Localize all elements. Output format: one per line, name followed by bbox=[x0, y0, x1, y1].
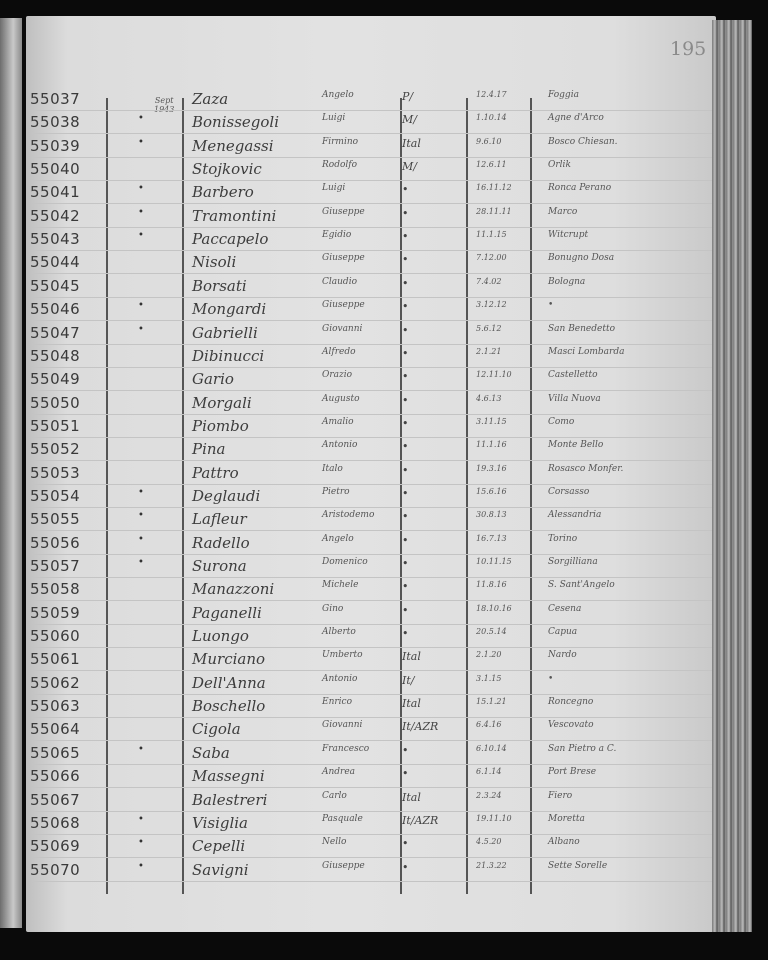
birth-date: 9.6.10 bbox=[476, 136, 502, 146]
ditto-mark: • bbox=[138, 860, 144, 872]
birth-date: 4.5.20 bbox=[476, 837, 502, 847]
given-name: Pietro bbox=[322, 486, 350, 497]
nationality: • bbox=[402, 580, 409, 594]
birth-date: 11.8.16 bbox=[476, 580, 507, 590]
birth-place: Sorgilliana bbox=[548, 557, 598, 567]
surname: Lafleur bbox=[192, 510, 247, 529]
register-row bbox=[26, 510, 716, 534]
surname: Pattro bbox=[192, 463, 239, 482]
given-name: Giuseppe bbox=[322, 253, 365, 264]
birth-date: 6.10.14 bbox=[476, 743, 507, 753]
given-name: Giuseppe bbox=[322, 860, 365, 871]
given-name: Egidio bbox=[322, 230, 352, 241]
birth-date: 30.8.13 bbox=[476, 510, 507, 520]
surname: Balestreri bbox=[192, 790, 268, 809]
nationality: • bbox=[402, 743, 409, 757]
birth-place: Como bbox=[548, 416, 575, 427]
given-name: Andrea bbox=[322, 767, 356, 778]
surname: Bonissegoli bbox=[192, 113, 280, 132]
page-number: 195 bbox=[670, 38, 707, 60]
register-row bbox=[26, 557, 716, 581]
surname: Dell'Anna bbox=[192, 673, 266, 692]
ditto-mark: • bbox=[138, 486, 144, 498]
birth-date: 11.1.15 bbox=[476, 230, 507, 240]
register-number: 55052 bbox=[30, 440, 81, 459]
surname: Zaza bbox=[192, 90, 229, 108]
birth-date: 12.6.11 bbox=[476, 160, 507, 170]
nationality: • bbox=[402, 767, 409, 781]
birth-date: 4.6.13 bbox=[476, 393, 502, 403]
register-number: 55042 bbox=[30, 206, 81, 225]
register-number: 55045 bbox=[30, 276, 81, 295]
ditto-mark: • bbox=[138, 136, 144, 148]
register-number: 55059 bbox=[30, 603, 81, 622]
left-page-edge bbox=[0, 18, 22, 928]
register-number: 55038 bbox=[30, 113, 81, 132]
birth-date: 2.1.21 bbox=[476, 346, 502, 356]
nationality: • bbox=[402, 533, 409, 547]
register-row bbox=[26, 137, 716, 161]
nationality: M/ bbox=[402, 160, 417, 174]
ditto-mark: • bbox=[138, 206, 144, 218]
birth-place: Bonugno Dosa bbox=[548, 253, 615, 264]
given-name: Pasquale bbox=[322, 813, 363, 824]
surname: Pina bbox=[192, 440, 226, 459]
register-number: 55040 bbox=[30, 160, 81, 179]
birth-place: Corsasso bbox=[548, 486, 590, 497]
register-row bbox=[26, 861, 716, 885]
birth-place: Marco bbox=[548, 206, 578, 217]
register-number: 55067 bbox=[30, 790, 81, 809]
birth-place: Capua bbox=[548, 627, 578, 638]
given-name: Alberto bbox=[322, 627, 356, 638]
birth-place: Ronca Perano bbox=[548, 183, 612, 194]
birth-place: Sette Sorelle bbox=[548, 860, 608, 871]
birth-place: Foggia bbox=[548, 90, 579, 100]
ditto-mark: • bbox=[138, 533, 144, 545]
register-row bbox=[26, 814, 716, 838]
surname: Saba bbox=[192, 743, 230, 762]
birth-date: 19.11.10 bbox=[476, 813, 512, 823]
nationality: • bbox=[402, 837, 409, 851]
birth-date: 1.10.14 bbox=[476, 113, 507, 123]
ditto-mark: • bbox=[138, 813, 144, 825]
register-row bbox=[26, 487, 716, 511]
given-name: Firmino bbox=[322, 136, 359, 147]
register-row bbox=[26, 837, 716, 861]
register-number: 55049 bbox=[30, 370, 81, 389]
given-name: Domenico bbox=[322, 557, 368, 567]
register-number: 55051 bbox=[30, 416, 81, 435]
birth-place: Vescovato bbox=[548, 720, 594, 731]
register-number: 55053 bbox=[30, 463, 81, 482]
nationality: • bbox=[402, 463, 409, 477]
ditto-mark: • bbox=[138, 323, 144, 335]
birth-place: Port Brese bbox=[548, 767, 597, 778]
nationality: • bbox=[402, 416, 409, 430]
nationality: • bbox=[402, 206, 409, 220]
birth-place: Castelletto bbox=[548, 370, 598, 381]
birth-place: Alessandria bbox=[548, 510, 602, 521]
given-name: Aristodemo bbox=[322, 510, 375, 521]
birth-date: 20.5.14 bbox=[476, 627, 507, 637]
nationality: • bbox=[402, 860, 409, 874]
register-number: 55064 bbox=[30, 720, 81, 739]
register-number: 55041 bbox=[30, 183, 81, 202]
birth-place: Villa Nuova bbox=[548, 393, 601, 404]
nationality: • bbox=[402, 183, 409, 197]
register-number: 55065 bbox=[30, 743, 81, 762]
birth-place: Monte Bello bbox=[548, 440, 604, 451]
surname: Stojkovic bbox=[192, 160, 262, 179]
birth-date: 3.1.15 bbox=[476, 673, 502, 683]
register-row bbox=[26, 604, 716, 628]
register-number: 55061 bbox=[30, 650, 81, 669]
register-row bbox=[26, 791, 716, 815]
ditto-mark: • bbox=[138, 300, 144, 312]
nationality: • bbox=[402, 323, 409, 337]
surname: Radello bbox=[192, 533, 250, 552]
register-row bbox=[26, 90, 716, 114]
register-row bbox=[26, 277, 716, 301]
surname: Gario bbox=[192, 370, 234, 389]
given-name: Claudio bbox=[322, 276, 357, 287]
register-row bbox=[26, 440, 716, 464]
nationality: Ital bbox=[402, 697, 421, 711]
surname: Murciano bbox=[192, 650, 266, 669]
register-number: 55037 bbox=[30, 90, 81, 108]
register-number: 55050 bbox=[30, 393, 81, 412]
birth-date: 6.4.16 bbox=[476, 720, 502, 730]
birth-date: 3.12.12 bbox=[476, 300, 507, 310]
ditto-mark: • bbox=[138, 837, 144, 849]
nationality: Ital bbox=[402, 136, 421, 150]
birth-date: 28.11.11 bbox=[476, 206, 512, 216]
birth-date: 2.3.24 bbox=[476, 790, 502, 800]
nationality: Ital bbox=[402, 650, 421, 664]
given-name: Giuseppe bbox=[322, 300, 365, 311]
birth-place: Witcrupt bbox=[548, 230, 589, 241]
register-row bbox=[26, 347, 716, 371]
given-name: Francesco bbox=[322, 743, 370, 754]
register-row bbox=[26, 230, 716, 254]
birth-date: 15.1.21 bbox=[476, 697, 507, 707]
register-number: 55044 bbox=[30, 253, 81, 272]
register-number: 55058 bbox=[30, 580, 81, 599]
nationality: • bbox=[402, 276, 409, 290]
register-number: 55062 bbox=[30, 673, 81, 692]
given-name: Luigi bbox=[322, 113, 346, 124]
given-name: Rodolfo bbox=[322, 160, 358, 171]
nationality: It/AZR bbox=[402, 720, 439, 734]
birth-place: Cesena bbox=[548, 603, 582, 614]
surname: Cepelli bbox=[192, 837, 246, 856]
given-name: Antonio bbox=[322, 673, 358, 684]
register-row bbox=[26, 767, 716, 791]
given-name: Augusto bbox=[322, 393, 360, 404]
given-name: Amalio bbox=[322, 416, 354, 427]
birth-date: 3.11.15 bbox=[476, 416, 507, 426]
register-number: 55056 bbox=[30, 533, 81, 552]
register-row bbox=[26, 207, 716, 231]
surname: Massegni bbox=[192, 767, 265, 786]
birth-place: Rosasco Monfer. bbox=[548, 463, 624, 474]
register-row bbox=[26, 300, 716, 324]
surname: Nisoli bbox=[192, 253, 237, 272]
given-name: Giovanni bbox=[322, 323, 363, 334]
register-number: 55039 bbox=[30, 136, 81, 155]
surname: Visiglia bbox=[192, 813, 249, 832]
register-number: 55069 bbox=[30, 837, 81, 856]
given-name: Luigi bbox=[322, 183, 346, 194]
nationality: • bbox=[402, 393, 409, 407]
nationality: • bbox=[402, 557, 409, 570]
birth-date: 15.6.16 bbox=[476, 486, 507, 496]
surname: Paganelli bbox=[192, 603, 262, 622]
nationality: • bbox=[402, 627, 409, 641]
register-row bbox=[26, 697, 716, 721]
register-number: 55066 bbox=[30, 767, 81, 786]
surname: Menegassi bbox=[192, 136, 274, 155]
register-row bbox=[26, 183, 716, 207]
birth-date: 16.11.12 bbox=[476, 183, 512, 193]
given-name: Enrico bbox=[322, 697, 353, 708]
birth-place: Bosco Chiesan. bbox=[548, 136, 618, 147]
given-name: Italo bbox=[322, 463, 343, 474]
nationality: • bbox=[402, 603, 409, 617]
birth-date: 18.10.16 bbox=[476, 603, 512, 613]
register-number: 55048 bbox=[30, 346, 81, 365]
surname: Luongo bbox=[192, 627, 249, 646]
surname: Tramontini bbox=[192, 206, 277, 225]
register-number: 55057 bbox=[30, 557, 81, 575]
birth-date: 5.6.12 bbox=[476, 323, 502, 333]
register-number: 55068 bbox=[30, 813, 81, 832]
register-row bbox=[26, 160, 716, 184]
given-name: Antonio bbox=[322, 440, 358, 451]
birth-date: 7.12.00 bbox=[476, 253, 507, 263]
register-number: 55060 bbox=[30, 627, 81, 646]
surname: Borsati bbox=[192, 276, 247, 295]
nationality: • bbox=[402, 440, 409, 454]
register-row bbox=[26, 464, 716, 488]
register-row bbox=[26, 394, 716, 418]
birth-place: Roncegno bbox=[548, 697, 594, 708]
ditto-mark: • bbox=[138, 743, 144, 755]
register-row bbox=[26, 370, 716, 394]
register-number: 55055 bbox=[30, 510, 81, 529]
nationality: • bbox=[402, 230, 409, 244]
surname: Barbero bbox=[192, 183, 254, 202]
given-name: Carlo bbox=[322, 790, 347, 801]
register-row bbox=[26, 627, 716, 651]
surname: Dibinucci bbox=[192, 346, 265, 365]
birth-place: Bologna bbox=[548, 276, 586, 287]
birth-date: 16.7.13 bbox=[476, 533, 507, 543]
given-name: Gino bbox=[322, 603, 344, 614]
register-row bbox=[26, 324, 716, 348]
nationality: • bbox=[402, 300, 409, 314]
birth-date: 12.11.10 bbox=[476, 370, 512, 380]
register-number: 55070 bbox=[30, 860, 81, 879]
ditto-mark: • bbox=[138, 113, 144, 125]
nationality: • bbox=[402, 253, 409, 267]
nationality: • bbox=[402, 510, 409, 524]
birth-place: Albano bbox=[548, 837, 580, 848]
register-row bbox=[26, 744, 716, 768]
birth-place: S. Sant'Angelo bbox=[548, 580, 615, 591]
birth-place: Agne d'Arco bbox=[548, 113, 604, 124]
surname: Savigni bbox=[192, 860, 249, 879]
register-row bbox=[26, 580, 716, 604]
birth-date: 19.3.16 bbox=[476, 463, 507, 473]
given-name: Michele bbox=[322, 580, 359, 591]
birth-date: 7.4.02 bbox=[476, 276, 502, 286]
birth-date: 6.1.14 bbox=[476, 767, 502, 777]
surname: Piombo bbox=[192, 416, 249, 435]
given-name: Angelo bbox=[322, 533, 354, 544]
nationality: • bbox=[402, 346, 409, 360]
ditto-mark: • bbox=[138, 510, 144, 522]
nationality: M/ bbox=[402, 113, 417, 127]
given-name: Umberto bbox=[322, 650, 363, 661]
register-row bbox=[26, 417, 716, 441]
surname: Paccapelo bbox=[192, 230, 269, 249]
surname: Mongardi bbox=[192, 300, 267, 319]
birth-place: Moretta bbox=[548, 813, 585, 824]
birth-place: Torino bbox=[548, 533, 578, 544]
birth-date: 11.1.16 bbox=[476, 440, 507, 450]
given-name: Nello bbox=[322, 837, 347, 848]
register-row bbox=[26, 534, 716, 558]
given-name: Alfredo bbox=[322, 346, 356, 357]
birth-place: • bbox=[548, 673, 554, 684]
register-number: 55047 bbox=[30, 323, 81, 342]
nationality: Ital bbox=[402, 790, 421, 804]
birth-place: Fiero bbox=[548, 790, 573, 801]
birth-place: • bbox=[548, 300, 554, 311]
birth-place: Masci Lombarda bbox=[548, 346, 625, 357]
page-stack-edge bbox=[712, 20, 752, 932]
given-name: Giovanni bbox=[322, 720, 363, 731]
surname: Boschello bbox=[192, 697, 266, 716]
register-row bbox=[26, 113, 716, 137]
register-row bbox=[26, 674, 716, 698]
date-header-month: Sept bbox=[154, 96, 174, 105]
register-number: 55043 bbox=[30, 230, 81, 249]
surname: Manazzoni bbox=[192, 580, 275, 599]
surname: Gabrielli bbox=[192, 323, 258, 342]
register-number: 55063 bbox=[30, 697, 81, 716]
register-number: 55054 bbox=[30, 486, 81, 505]
nationality: It/AZR bbox=[402, 813, 439, 827]
register-row bbox=[26, 650, 716, 674]
ditto-mark: • bbox=[138, 230, 144, 242]
birth-date: 10.11.15 bbox=[476, 557, 512, 566]
birth-place: San Benedetto bbox=[548, 323, 615, 334]
nationality: P/ bbox=[402, 90, 414, 103]
register-row bbox=[26, 253, 716, 277]
birth-date: 21.3.22 bbox=[476, 860, 507, 870]
birth-date: 2.1.20 bbox=[476, 650, 502, 660]
ditto-mark: • bbox=[138, 557, 144, 568]
ditto-mark: • bbox=[138, 183, 144, 195]
register-number: 55046 bbox=[30, 300, 81, 319]
birth-place: San Pietro a C. bbox=[548, 743, 617, 754]
nationality: • bbox=[402, 370, 409, 384]
given-name: Giuseppe bbox=[322, 206, 365, 217]
surname: Cigola bbox=[192, 720, 241, 739]
given-name: Orazio bbox=[322, 370, 353, 381]
birth-place: Orlik bbox=[548, 160, 571, 171]
ledger-page bbox=[26, 16, 716, 932]
surname: Morgali bbox=[192, 393, 252, 412]
nationality: It/ bbox=[402, 673, 415, 687]
birth-place: Nardo bbox=[548, 650, 577, 661]
nationality: • bbox=[402, 486, 409, 500]
register-row bbox=[26, 720, 716, 744]
surname: Deglaudi bbox=[192, 486, 261, 505]
birth-date: 12.4.17 bbox=[476, 90, 507, 99]
given-name: Angelo bbox=[322, 90, 354, 100]
surname: Surona bbox=[192, 557, 247, 575]
